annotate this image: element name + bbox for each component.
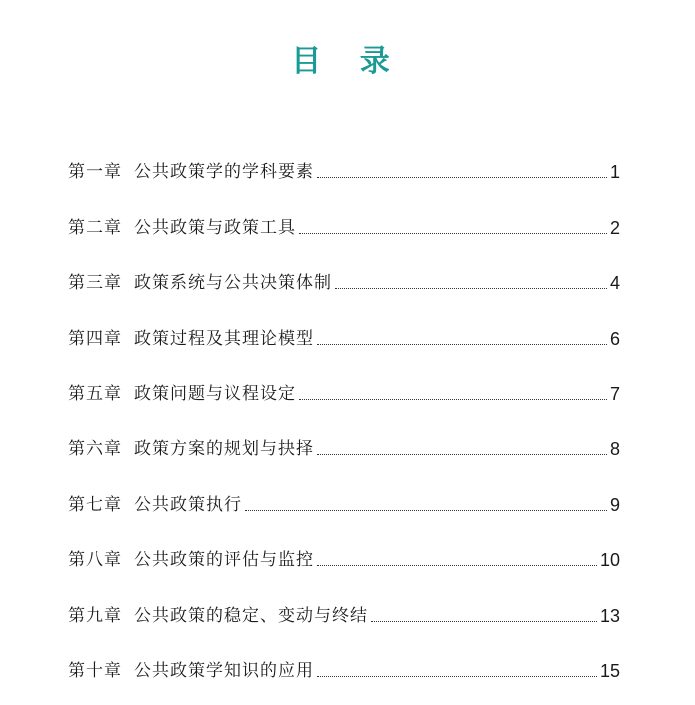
toc-chapter-number: 第九章 xyxy=(68,605,122,626)
toc-page-number: 4 xyxy=(609,273,620,294)
toc-dot-leader xyxy=(245,509,607,511)
toc-page-number: 10 xyxy=(599,550,620,571)
toc-chapter-title: 政策问题与议程设定 xyxy=(134,383,296,404)
toc-dot-leader xyxy=(317,343,607,345)
toc-page-number: 9 xyxy=(609,494,620,515)
toc-entry[interactable] xyxy=(68,239,620,294)
toc-dot-leader xyxy=(317,675,597,677)
toc-chapter-number: 第二章 xyxy=(68,217,122,238)
toc-entry[interactable] xyxy=(68,571,620,626)
toc-dot-leader xyxy=(317,564,597,566)
toc-dot-leader xyxy=(371,620,597,622)
toc-entry[interactable] xyxy=(68,350,620,405)
toc-entry[interactable] xyxy=(68,294,620,349)
toc-page-number: 7 xyxy=(609,383,620,404)
toc-chapter-number: 第七章 xyxy=(68,494,122,515)
toc-chapter-number: 第六章 xyxy=(68,439,122,460)
toc-dot-leader xyxy=(299,232,607,234)
toc-dot-leader xyxy=(335,287,607,289)
toc-page-number: 8 xyxy=(609,439,620,460)
toc-chapter-title: 公共政策的评估与监控 xyxy=(134,550,314,571)
toc-entry[interactable] xyxy=(68,460,620,515)
toc-chapter-title: 公共政策学的学科要素 xyxy=(134,162,314,183)
toc-entry[interactable] xyxy=(68,128,620,183)
toc-chapter-number: 第十章 xyxy=(68,660,122,681)
toc-chapter-title: 政策系统与公共决策体制 xyxy=(134,273,332,294)
toc-list xyxy=(68,128,620,682)
toc-chapter-number: 第一章 xyxy=(68,162,122,183)
toc-chapter-title: 公共政策学知识的应用 xyxy=(134,660,314,681)
toc-chapter-number: 第五章 xyxy=(68,383,122,404)
toc-page-number: 1 xyxy=(609,162,620,183)
toc-chapter-title: 公共政策执行 xyxy=(134,494,242,515)
toc-chapter-title: 政策方案的规划与抉择 xyxy=(134,439,314,460)
toc-entry[interactable] xyxy=(68,627,620,682)
toc-chapter-number: 第八章 xyxy=(68,550,122,571)
toc-dot-leader xyxy=(317,453,607,455)
toc-page-number: 2 xyxy=(609,217,620,238)
toc-chapter-number: 第四章 xyxy=(68,328,122,349)
toc-entry[interactable] xyxy=(68,405,620,460)
toc-dot-leader xyxy=(317,176,607,178)
toc-chapter-title: 公共政策与政策工具 xyxy=(134,217,296,238)
toc-entry[interactable] xyxy=(68,516,620,571)
toc-page-number: 13 xyxy=(599,605,620,626)
toc-title: 目 录 xyxy=(291,44,404,79)
toc-chapter-title: 政策过程及其理论模型 xyxy=(134,328,314,349)
toc-entry[interactable] xyxy=(68,183,620,238)
toc-dot-leader xyxy=(299,398,607,400)
toc-chapter-number: 第三章 xyxy=(68,273,122,294)
toc-page-number: 15 xyxy=(599,660,620,681)
toc-chapter-title: 公共政策的稳定、变动与终结 xyxy=(134,605,368,626)
toc-page-number: 6 xyxy=(609,328,620,349)
